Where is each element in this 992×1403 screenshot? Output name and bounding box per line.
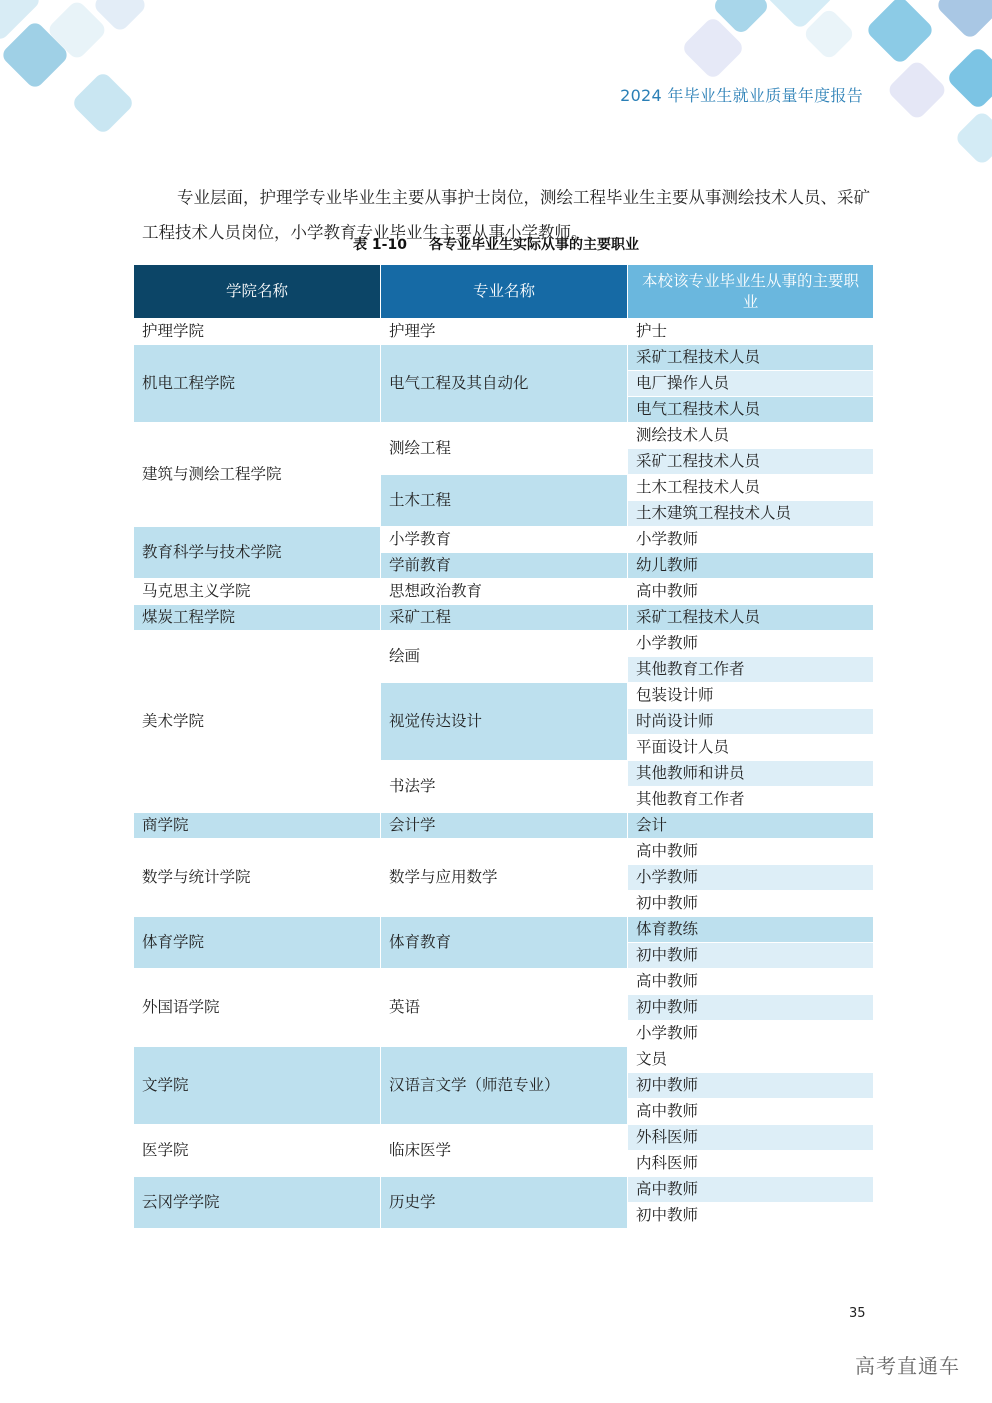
report-title: 2024 年毕业生就业质量年度报告 (620, 86, 863, 105)
occupation-cell: 小学教师 (628, 1021, 874, 1047)
college-cell: 医学院 (134, 1125, 381, 1177)
major-cell: 数学与应用数学 (381, 839, 628, 917)
college-cell: 外国语学院 (134, 969, 381, 1047)
table-row (134, 345, 874, 371)
college-cell: 美术学院 (134, 631, 381, 813)
occupation-cell: 高中教师 (628, 969, 874, 995)
college-cell: 教育科学与技术学院 (134, 527, 381, 579)
header-major: 专业名称 (381, 265, 628, 319)
occupation-cell: 外科医师 (628, 1125, 874, 1151)
major-cell: 书法学 (381, 761, 628, 813)
decoration-tile (945, 45, 992, 110)
occupation-cell: 小学教师 (628, 631, 874, 657)
intro-paragraph: 专业层面，护理学专业毕业生主要从事护士岗位，测绘工程毕业生主要从事测绘技术人员、采矿工程技术人员岗位，小学教育专业毕业生主要从事小学教师。 (142, 187, 870, 242)
major-cell: 电气工程及其自动化 (381, 345, 628, 423)
major-cell: 体育教育 (381, 917, 628, 969)
table-row (134, 527, 874, 553)
occupation-cell: 初中教师 (628, 995, 874, 1021)
occupation-cell: 高中教师 (628, 1177, 874, 1203)
major-cell: 临床医学 (381, 1125, 628, 1177)
decoration-tile (935, 0, 992, 40)
table-row (134, 1047, 874, 1073)
college-cell: 云冈学学院 (134, 1177, 381, 1229)
occupation-cell: 高中教师 (628, 839, 874, 865)
major-cell: 小学教育 (381, 527, 628, 553)
major-cell: 汉语言文学（师范专业） (381, 1047, 628, 1125)
table-header-row (134, 265, 874, 319)
occupation-cell: 土木建筑工程技术人员 (628, 501, 874, 527)
watermark-text: 高考直通车 (855, 1354, 960, 1378)
decoration-tile (70, 70, 135, 135)
table-row (134, 1177, 874, 1203)
occupation-cell: 高中教师 (628, 1099, 874, 1125)
table-row (134, 631, 874, 657)
college-cell: 机电工程学院 (134, 345, 381, 423)
occupation-cell: 其他教育工作者 (628, 657, 874, 683)
major-cell: 土木工程 (381, 475, 628, 527)
college-cell: 文学院 (134, 1047, 381, 1125)
college-cell: 数学与统计学院 (134, 839, 381, 917)
occupation-cell: 幼儿教师 (628, 553, 874, 579)
decoration-tile (954, 110, 992, 167)
occupation-cell: 初中教师 (628, 1073, 874, 1099)
occupation-cell: 初中教师 (628, 943, 874, 969)
decoration-tile (886, 59, 948, 121)
table-row (134, 605, 874, 631)
occupation-cell: 平面设计人员 (628, 735, 874, 761)
college-cell: 商学院 (134, 813, 381, 839)
college-cell: 煤炭工程学院 (134, 605, 381, 631)
occupation-cell: 体育教练 (628, 917, 874, 943)
occupation-cell: 内科医师 (628, 1151, 874, 1177)
occupation-cell: 初中教师 (628, 1203, 874, 1229)
table-row (134, 969, 874, 995)
occupation-cell: 文员 (628, 1047, 874, 1073)
occupation-cell: 会计 (628, 813, 874, 839)
occupation-table (133, 264, 874, 1229)
page-number: 35 (849, 1306, 866, 1321)
major-cell: 会计学 (381, 813, 628, 839)
occupation-cell: 护士 (628, 319, 874, 345)
major-cell: 视觉传达设计 (381, 683, 628, 761)
table-row (134, 839, 874, 865)
college-cell: 体育学院 (134, 917, 381, 969)
occupation-cell: 高中教师 (628, 579, 874, 605)
occupation-cell: 其他教育工作者 (628, 787, 874, 813)
table-row (134, 423, 874, 449)
occupation-cell: 采矿工程技术人员 (628, 345, 874, 371)
occupation-cell: 采矿工程技术人员 (628, 449, 874, 475)
major-cell: 护理学 (381, 319, 628, 345)
occupation-cell: 包装设计师 (628, 683, 874, 709)
table-caption (0, 234, 992, 254)
major-cell: 绘画 (381, 631, 628, 683)
occupation-cell: 土木工程技术人员 (628, 475, 874, 501)
major-cell: 英语 (381, 969, 628, 1047)
major-cell: 学前教育 (381, 553, 628, 579)
header-occupation: 本校该专业毕业生从事的主要职业 (628, 265, 874, 319)
table-row (134, 1125, 874, 1151)
college-cell: 护理学院 (134, 319, 381, 345)
table-row (134, 579, 874, 605)
table-row (134, 813, 874, 839)
header-college: 学院名称 (134, 265, 381, 319)
occupation-cell: 小学教师 (628, 527, 874, 553)
occupation-cell: 小学教师 (628, 865, 874, 891)
major-cell: 历史学 (381, 1177, 628, 1229)
table-row (134, 917, 874, 943)
table-caption-title: 各专业毕业生实际从事的主要职业 (428, 237, 639, 253)
occupation-cell: 初中教师 (628, 891, 874, 917)
major-cell: 采矿工程 (381, 605, 628, 631)
occupation-cell: 时尚设计师 (628, 709, 874, 735)
major-cell: 思想政治教育 (381, 579, 628, 605)
occupation-cell: 其他教师和讲员 (628, 761, 874, 787)
occupation-cell: 采矿工程技术人员 (628, 605, 874, 631)
decoration-tile (865, 0, 936, 65)
occupation-cell: 测绘技术人员 (628, 423, 874, 449)
occupation-cell: 电厂操作人员 (628, 371, 874, 397)
table-row (134, 319, 874, 345)
college-cell: 马克思主义学院 (134, 579, 381, 605)
major-cell: 测绘工程 (381, 423, 628, 475)
occupation-cell: 电气工程技术人员 (628, 397, 874, 423)
college-cell: 建筑与测绘工程学院 (134, 423, 381, 527)
table-caption-number: 表 1-10 (353, 237, 407, 253)
